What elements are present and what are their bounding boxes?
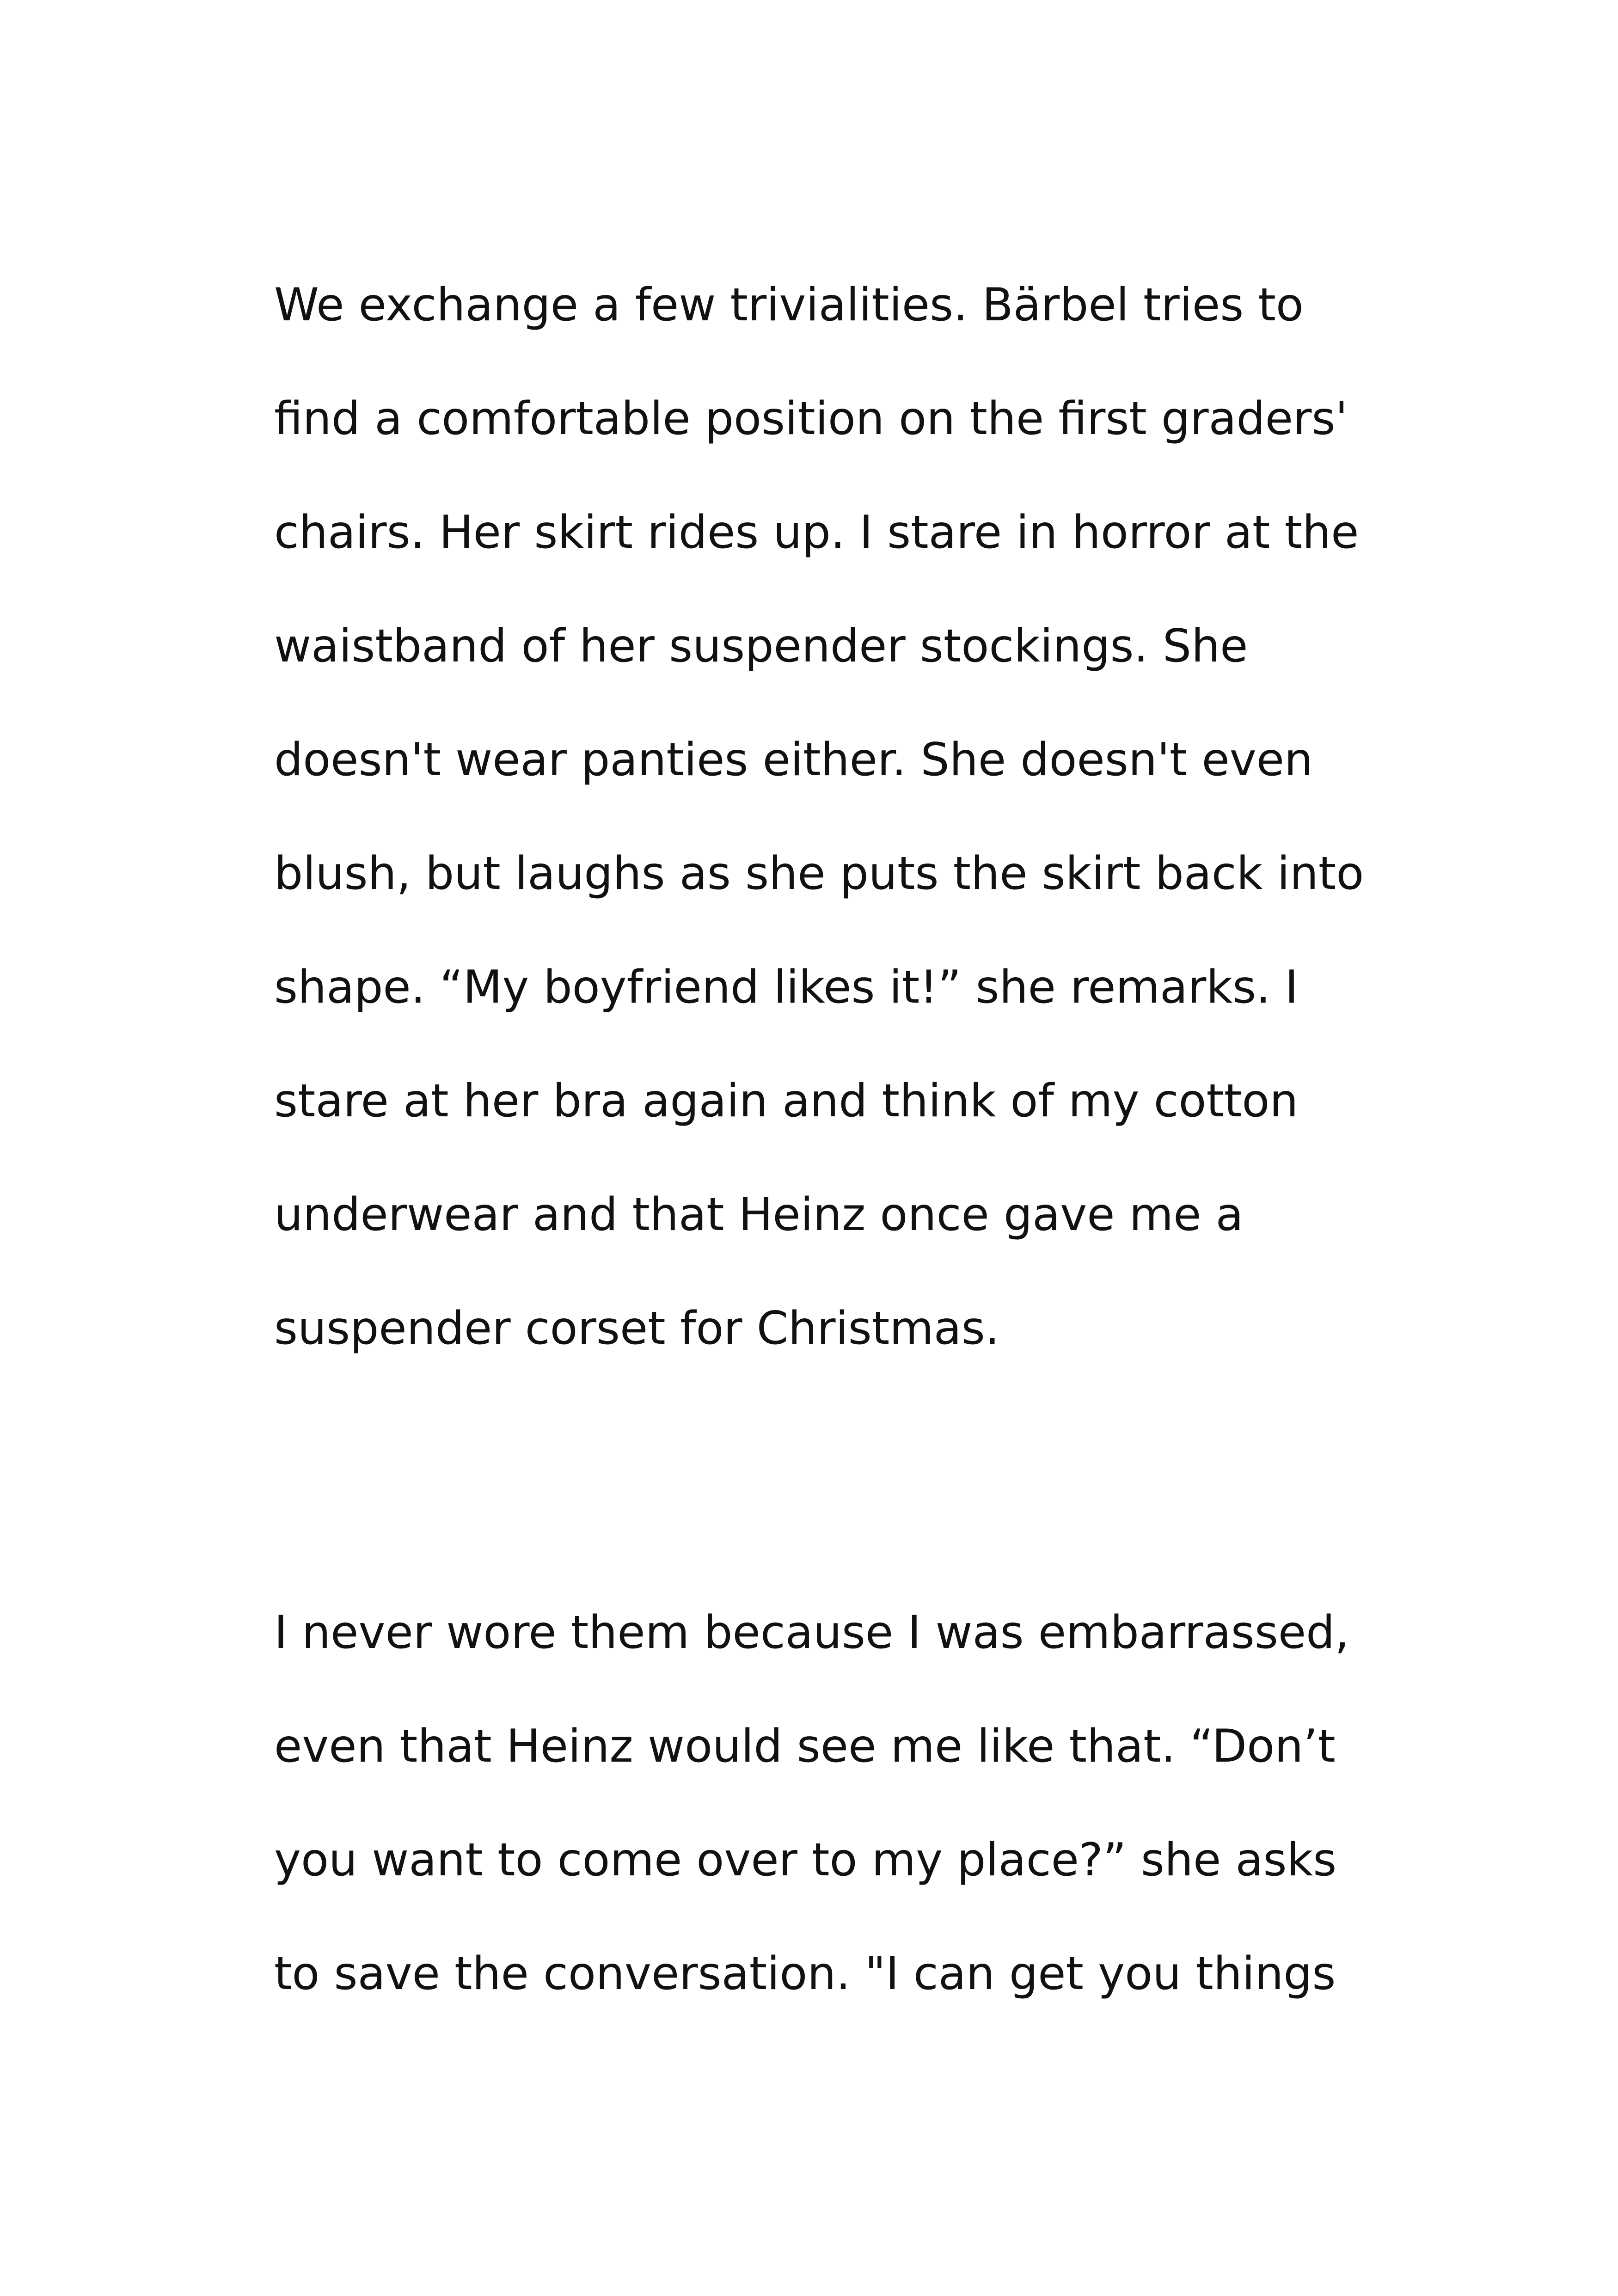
paragraph-1-line-5: doesn't wear panties either. She doesn't even [274, 734, 1313, 786]
paragraph-2-line-1: I never wore them because I was embarrassed, [274, 1606, 1349, 1659]
paragraph-1-line-9: underwear and that Heinz once gave me a [274, 1188, 1244, 1241]
paragraph-1-line-2: find a comfortable position on the first graders' [274, 392, 1348, 445]
paragraph-1-line-10: suspender corset for Christmas. [274, 1302, 1000, 1355]
paragraph-1-line-1: We exchange a few trivialities. Bärbel tries to [274, 279, 1304, 331]
paragraph-2-line-4: to save the conversation. "I can get you things [274, 1947, 1336, 2000]
paragraph-2-line-2: even that Heinz would see me like that. “Don’t [274, 1720, 1336, 1773]
paragraph-1-line-7: shape. “My boyfriend likes it!” she remarks. I [274, 961, 1299, 1014]
paragraph-1-line-6: blush, but laughs as she puts the skirt back into [274, 847, 1364, 900]
paragraph-1-line-3: chairs. Her skirt rides up. I stare in horror at the [274, 506, 1359, 559]
paragraph-1-line-8: stare at her bra again and think of my cotton [274, 1075, 1299, 1127]
paragraph-1-line-4: waistband of her suspender stockings. She [274, 620, 1248, 673]
paragraph-2-line-3: you want to come over to my place?” she asks [274, 1834, 1337, 1886]
